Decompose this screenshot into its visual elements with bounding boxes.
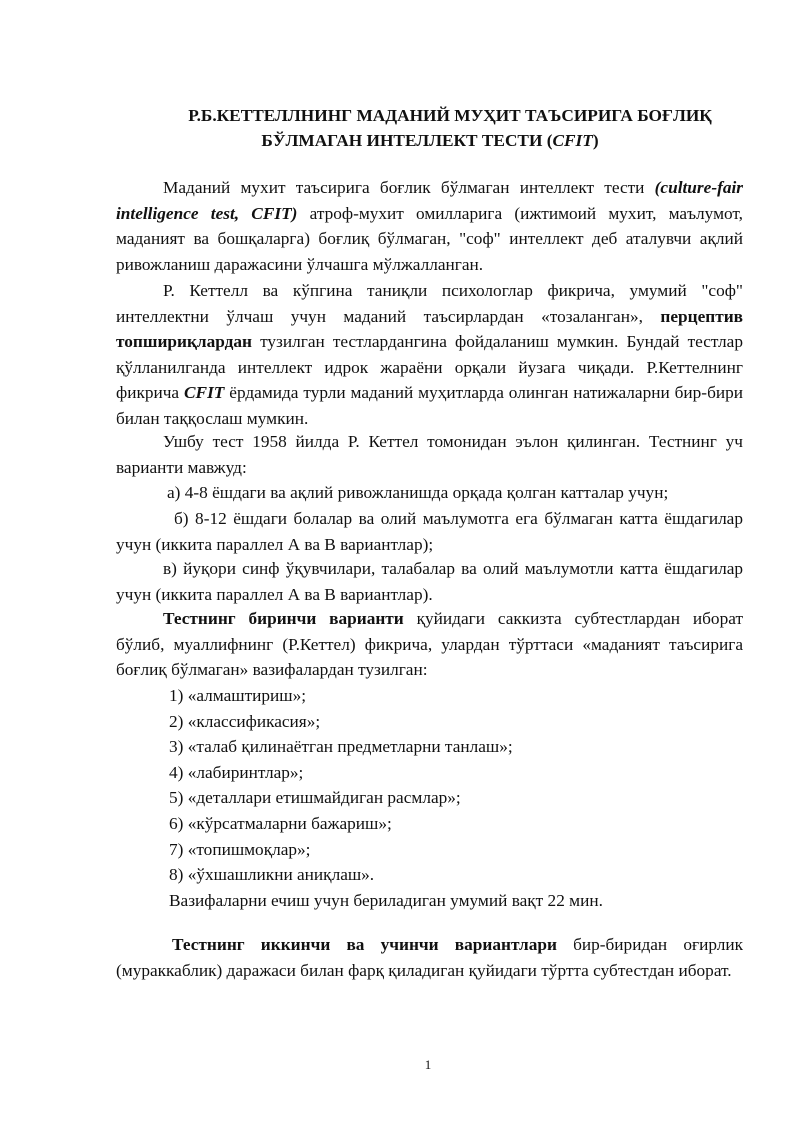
paragraph-first-variant: [116, 606, 743, 683]
list-item: 7) «топишмоқлар»;: [169, 839, 311, 859]
paragraph-publication: [116, 429, 743, 480]
page-title-line-2: [80, 128, 780, 153]
intro-text-continued: атроф-мухит омилларига (ижтимоий мухит, маълумот, маданият ва бошқаларга) боғлиқ бўлмаган, "соф" интеллект деб аталувчи ақлий ривожланиш даражасини ўлчашга мўлжалланган.: [116, 203, 743, 274]
title-line-2-suffix: ): [592, 131, 599, 150]
list-item: 8) «ўхшашликни аниқлаш».: [169, 865, 375, 885]
list-item: 5) «деталлари етишмайдиган расмлар»;: [169, 788, 461, 808]
cattell-view-text-3: ёрдамида турли маданий муҳитларда олинган натижаларни бир-бири билан таққослаш мумкин.: [116, 383, 743, 428]
cfit-abbreviation: CFIT: [184, 383, 225, 403]
page-number: 1: [424, 1057, 432, 1072]
variant-a-text: а) 4-8 ёшдаги ва ақлий ривожланишда орқада қолган катталар учун;: [167, 483, 669, 502]
variant-b-text: б) 8-12 ёшдаги болалар ва олий маълумотга ега бўлмаган катта ёшдагилар учун (иккита параллел А ва В вариантлар);: [116, 509, 743, 554]
cattell-view-text-2: тузилган тестлардангина фойдаланиш мумкин. Бундай тестлар қўлланилганда интеллект идрок жараёни орқали йузага чиқади. Р.Кеттелнинг фикрича: [116, 332, 743, 403]
variant-b: [116, 506, 743, 557]
list-item: 3) «талаб қилинаётган предметларни танлаш»;: [169, 737, 513, 757]
title-line-1-text: Р.Б.КЕТТЕЛЛНИНГ МАДАНИЙ МУҲИТ ТАЪСИРИГА БОҒЛИҚ: [188, 106, 712, 125]
subtest-list: [116, 683, 743, 913]
paragraph-intro: [116, 175, 743, 277]
first-variant-text: қуйидаги саккизта субтестлардан иборат бўлиб, муаллифнинг (Р.Кеттел) фикрича, улардан тўрттаси «маданият таъсирига боғлиқ бўлмаган» вазифалардан тузилган:: [116, 609, 743, 680]
intro-text: Маданий мухит таъсирига боғлик бўлмаган интеллект тести: [163, 178, 655, 197]
paragraph-second-third-variants: [116, 932, 743, 983]
title-abbreviation: CFIT: [552, 131, 593, 150]
title-line-2-text: БЎЛМАГАН ИНТЕЛЛЕКТ ТЕСТИ (: [261, 131, 553, 150]
variant-a: [116, 480, 743, 506]
list-item: 6) «кўрсатмаларни бажариш»;: [169, 813, 392, 833]
cattell-view-text: Р. Кеттелл ва кўпгина таниқли психологлар фикрича, умумий "соф" интеллектни ўлчаш учун маданий таъсирлардан «тозаланган»,: [116, 281, 743, 326]
paragraph-cattell-view: [116, 278, 743, 432]
variant-c: [116, 556, 743, 607]
list-item: 4) «лабиринтлар»;: [169, 762, 304, 782]
second-third-variants-text: бир-биридан оғирлик (мураккаблик) даражаси билан фарқ қиладиган қуйидаги тўртта субтестдан иборат.: [116, 935, 743, 980]
page-title-line-1: [100, 103, 800, 128]
list-item: 1) «алмаштириш»;: [169, 686, 307, 705]
first-variant-heading: Тестнинг биринчи варианти: [163, 609, 404, 628]
intro-english-term: (culture-fair intelligence test, CFIT): [116, 178, 743, 223]
second-third-variants-heading: Тестнинг иккинчи ва учинчи вариантлари: [172, 935, 557, 954]
publication-text: Ушбу тест 1958 йилда Р. Кеттел томонидан эълон қилинган. Тестнинг уч варианти мавжуд:: [116, 432, 743, 477]
variant-c-text: в) йуқори синф ўқувчилари, талабалар ва олий маълумотли катта ёшдагилар учун (иккита параллел А ва В вариантлар).: [116, 559, 743, 604]
perceptive-tasks-term: перцептив топшириқлардан: [116, 306, 743, 352]
list-item: 2) «классификасия»;: [169, 711, 321, 731]
total-time-text: Вазифаларни ечиш учун бериладиган умумий вақт 22 мин.: [169, 890, 603, 910]
